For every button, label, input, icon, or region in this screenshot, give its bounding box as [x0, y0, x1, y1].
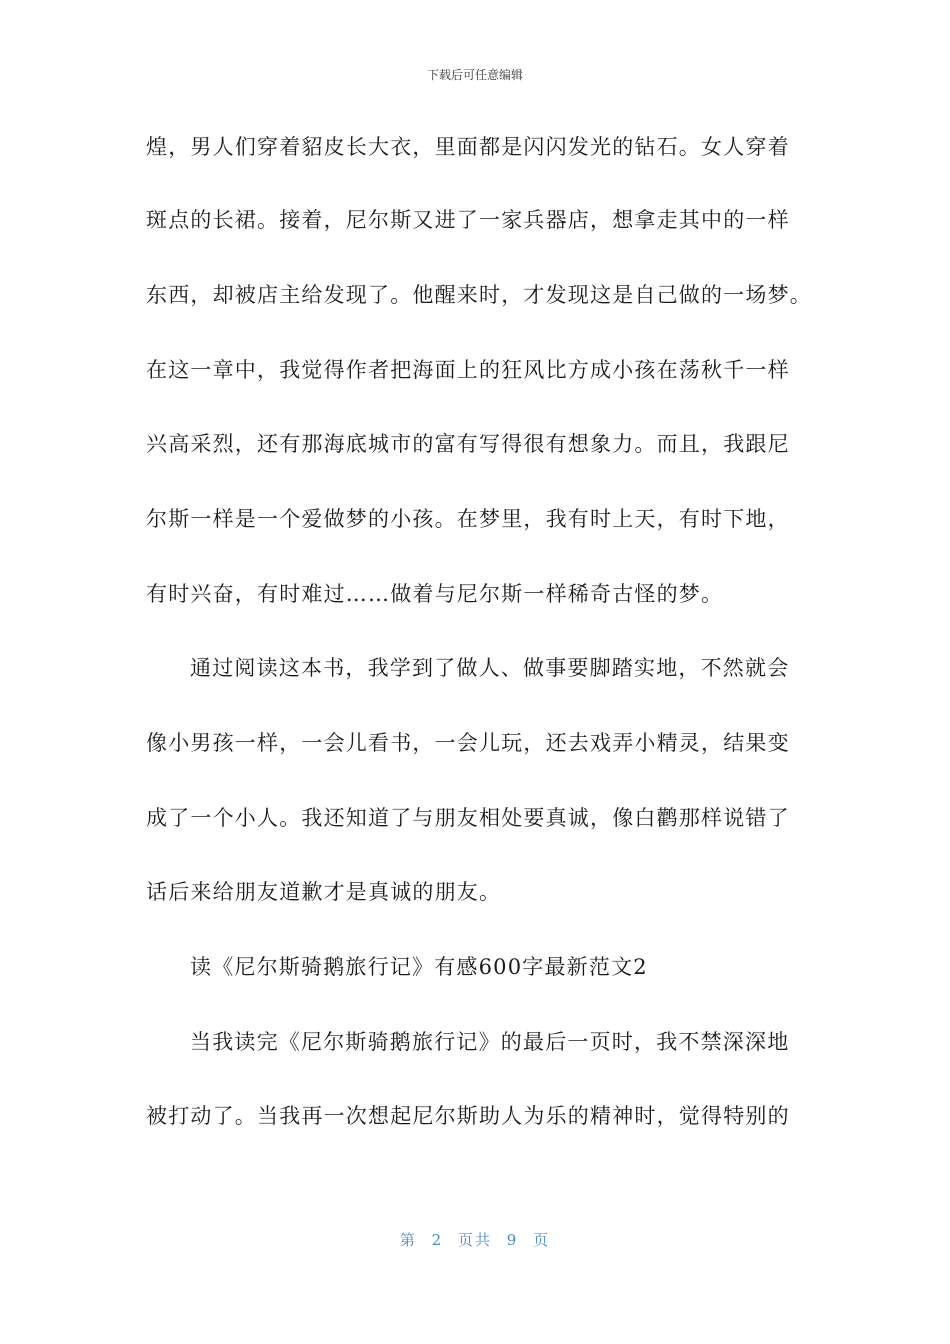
section-heading: 读《尼尔斯骑鹅旅行记》有感600字最新范文2 — [190, 955, 648, 979]
text-line: 话后来给朋友道歉才是真诚的朋友。 — [146, 880, 502, 904]
text-line: 尔斯一样是一个爱做梦的小孩。在梦里，我有时上天，有时下地， — [146, 507, 790, 531]
text-line: 东西，却被店主给发现了。他醒来时，才发现这是自己做的一场梦。 — [146, 283, 812, 307]
text-line: 通过阅读这本书，我学到了做人、做事要脚踏实地，不然就会 — [190, 656, 790, 680]
text-line: 有时兴奋，有时难过……做着与尼尔斯一样稀奇古怪的梦。 — [146, 582, 724, 606]
text-line: 被打动了。当我再一次想起尼尔斯助人为乐的精神时，觉得特别的 — [146, 1104, 790, 1128]
text-line: 煌，男人们穿着貂皮长大衣，里面都是闪闪发光的钻石。女人穿着 — [146, 135, 790, 159]
page-footer: 第 2 页共 9 页 — [399, 1231, 551, 1249]
text-line: 像小男孩一样，一会儿看书，一会儿玩，还去戏弄小精灵，结果变 — [146, 731, 790, 755]
text-line: 在这一章中，我觉得作者把海面上的狂风比方成小孩在荡秋千一样 — [146, 358, 790, 382]
page-header: 下载后可任意编辑 — [426, 68, 523, 82]
text-line: 成了一个小人。我还知道了与朋友相处要真诚，像白鹳那样说错了 — [146, 806, 790, 830]
text-line: 斑点的长裙。接着，尼尔斯又进了一家兵器店，想拿走其中的一样 — [146, 208, 790, 232]
text-line: 兴高采烈，还有那海底城市的富有写得很有想象力。而且，我跟尼 — [146, 432, 790, 456]
text-line: 当我读完《尼尔斯骑鹅旅行记》的最后一页时，我不禁深深地 — [190, 1030, 790, 1054]
